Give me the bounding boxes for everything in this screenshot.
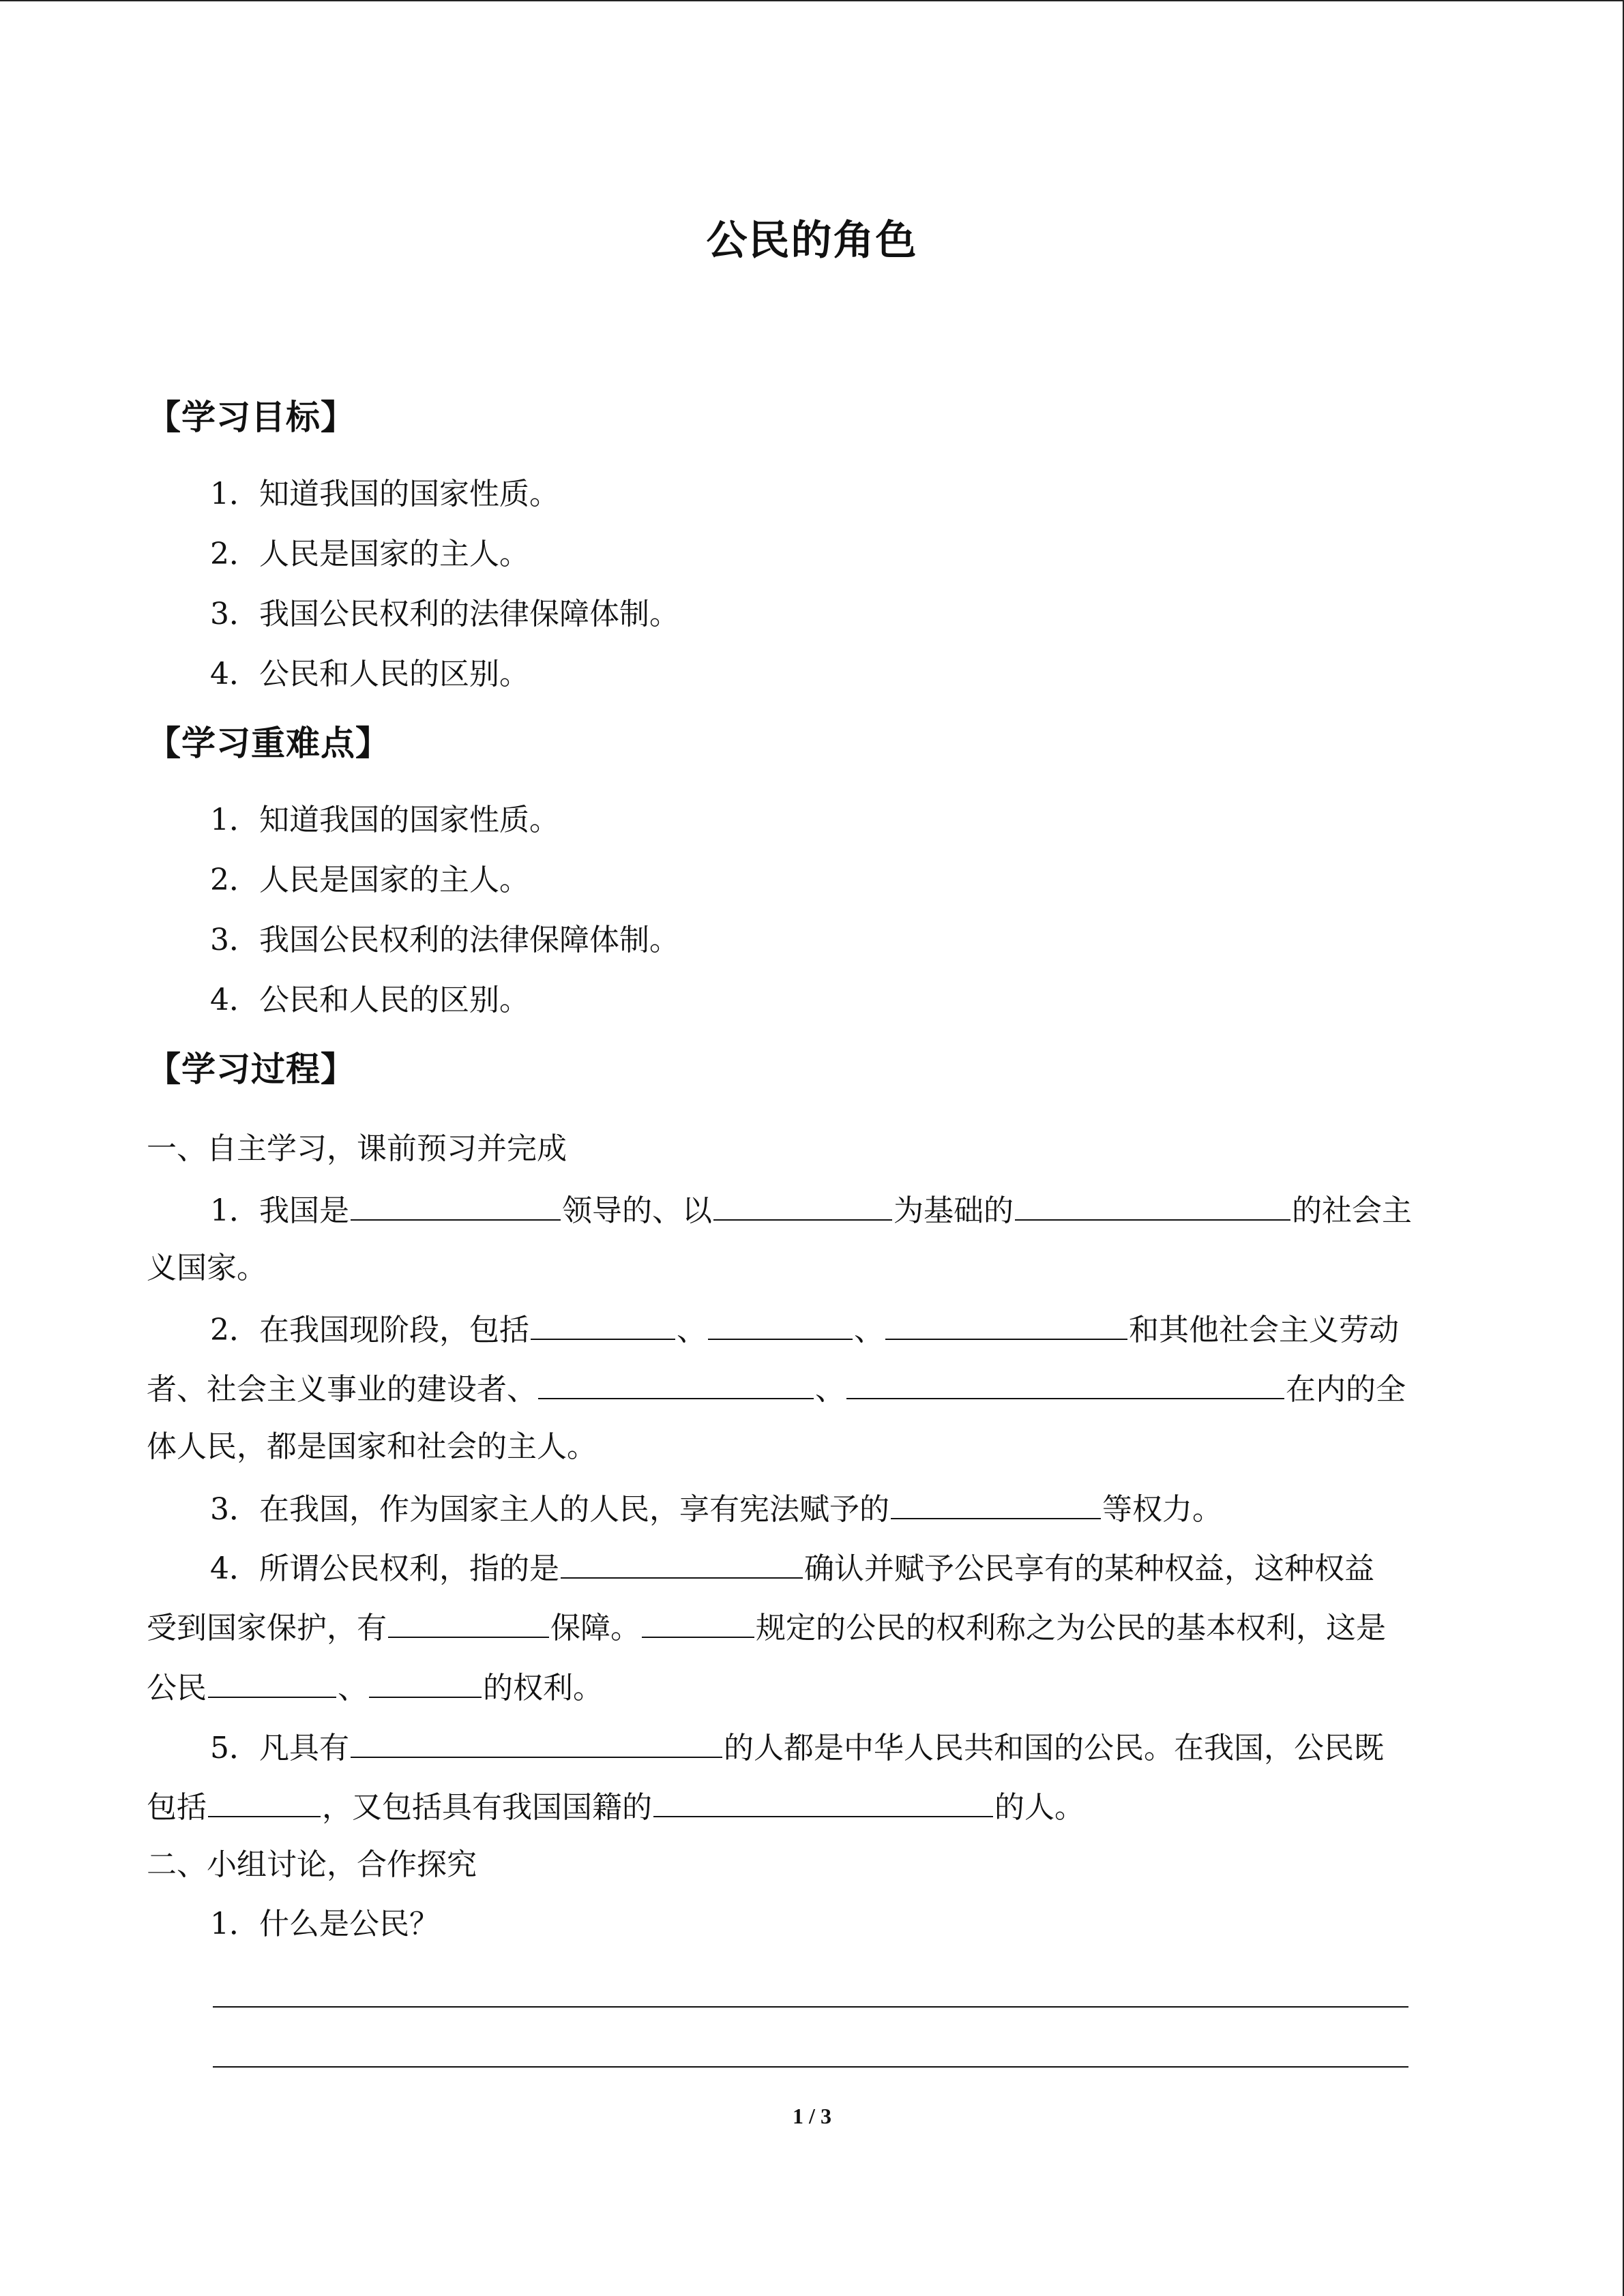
question-3-line-1 — [210, 1487, 1222, 1530]
question-2-line-3: 体人民，都是国家和社会的主人。 — [147, 1429, 597, 1464]
goals-heading: 【学习目标】 — [147, 398, 355, 437]
question-4-line-3 — [147, 1665, 603, 1709]
question-2-line-1 — [210, 1307, 1399, 1351]
process-heading: 【学习过程】 — [147, 1049, 355, 1089]
q5-text-a: 5．凡具有 — [210, 1731, 349, 1765]
q2-text-a: 2．在我国现阶段，包括 — [210, 1313, 529, 1347]
q4-blank-2[interactable] — [388, 1605, 549, 1638]
q2-blank-3[interactable] — [885, 1307, 1127, 1340]
q2-text-d: 在内的全 — [1286, 1372, 1406, 1407]
question-4-line-1 — [210, 1546, 1374, 1590]
question-1-line-2: 义国家。 — [147, 1251, 267, 1285]
key-points-heading: 【学习重难点】 — [147, 724, 390, 763]
answer-line[interactable] — [213, 2006, 1408, 2008]
page-number: 1 / 3 — [793, 2104, 831, 2128]
q4-sep-1: 、 — [338, 1671, 368, 1705]
q3-text-a: 3．在我国，作为国家主人的人民，享有宪法赋予的 — [210, 1492, 889, 1527]
q4-text-g: 的权利。 — [483, 1671, 603, 1705]
q4-text-c: 受到国家保护，有 — [147, 1611, 387, 1645]
q4-blank-4[interactable] — [208, 1665, 336, 1698]
page-title: 公民的角色 — [706, 217, 918, 265]
q5-blank-3[interactable] — [653, 1785, 993, 1817]
q4-blank-1[interactable] — [561, 1546, 803, 1579]
q4-text-e: 规定的公民的权利称之为公民的基本权利，这是 — [756, 1611, 1386, 1645]
q1-blank-1[interactable] — [351, 1188, 561, 1221]
q5-blank-1[interactable] — [351, 1725, 722, 1758]
part2-question-1: 1．什么是公民？ — [210, 1907, 439, 1941]
q2-blank-5[interactable] — [846, 1367, 1284, 1399]
key-point-item: 3．我国公民权利的法律保障体制。 — [210, 923, 679, 957]
q1-text-b: 领导的、以 — [562, 1193, 712, 1228]
q4-text-b: 确认并赋予公民享有的某种权益，这种权益 — [804, 1551, 1374, 1586]
q2-blank-4[interactable] — [538, 1367, 814, 1399]
key-point-item: 1．知道我国的国家性质。 — [210, 803, 559, 837]
page-border-top — [0, 0, 1624, 1]
q3-text-b: 等权力。 — [1102, 1492, 1222, 1527]
question-4-line-2 — [147, 1605, 1386, 1649]
q4-text-f: 公民 — [147, 1671, 207, 1705]
q2-sep-1: 、 — [677, 1313, 707, 1347]
q2-text-b: 和其他社会主义劳动 — [1129, 1313, 1399, 1347]
q2-text-c: 者、社会主义事业的建设者、 — [147, 1372, 537, 1407]
q3-blank-1[interactable] — [891, 1487, 1101, 1519]
q2-sep-2: 、 — [854, 1313, 884, 1347]
q5-text-e: 的人。 — [994, 1790, 1084, 1825]
q5-blank-2[interactable] — [208, 1785, 321, 1817]
q5-text-d: ，又包括具有我国国籍的 — [322, 1790, 652, 1825]
q2-blank-1[interactable] — [531, 1307, 675, 1340]
q4-text-a: 4．所谓公民权利，指的是 — [210, 1551, 559, 1586]
q2-sep-3: 、 — [815, 1372, 845, 1407]
goal-item: 3．我国公民权利的法律保障体制。 — [210, 597, 679, 631]
q2-blank-2[interactable] — [708, 1307, 853, 1340]
answer-line[interactable] — [213, 2066, 1408, 2068]
q1-text-a: 1．我国是 — [210, 1193, 349, 1228]
goal-item: 2．人民是国家的主人。 — [210, 537, 529, 571]
question-2-line-2 — [147, 1367, 1406, 1410]
q4-text-d: 保障。 — [550, 1611, 640, 1645]
question-1-line-1 — [210, 1188, 1412, 1232]
q5-text-c: 包括 — [147, 1790, 207, 1825]
goal-item: 4．公民和人民的区别。 — [210, 657, 529, 691]
question-5-line-2 — [147, 1785, 1084, 1828]
key-point-item: 2．人民是国家的主人。 — [210, 863, 529, 897]
q1-text-d: 的社会主 — [1292, 1193, 1412, 1228]
question-5-line-1 — [210, 1725, 1384, 1769]
q1-blank-2[interactable] — [713, 1188, 892, 1221]
q5-text-b: 的人都是中华人民共和国的公民。在我国，公民既 — [724, 1731, 1384, 1765]
q4-blank-3[interactable] — [642, 1605, 754, 1638]
part1-heading: 一、自主学习，课前预习并完成 — [147, 1131, 567, 1166]
q1-text-c: 为基础的 — [894, 1193, 1014, 1228]
part2-heading: 二、小组讨论，合作探究 — [147, 1847, 477, 1882]
q4-blank-5[interactable] — [369, 1665, 482, 1698]
goal-item: 1．知道我国的国家性质。 — [210, 477, 559, 511]
key-point-item: 4．公民和人民的区别。 — [210, 983, 529, 1017]
q1-blank-3[interactable] — [1015, 1188, 1290, 1221]
